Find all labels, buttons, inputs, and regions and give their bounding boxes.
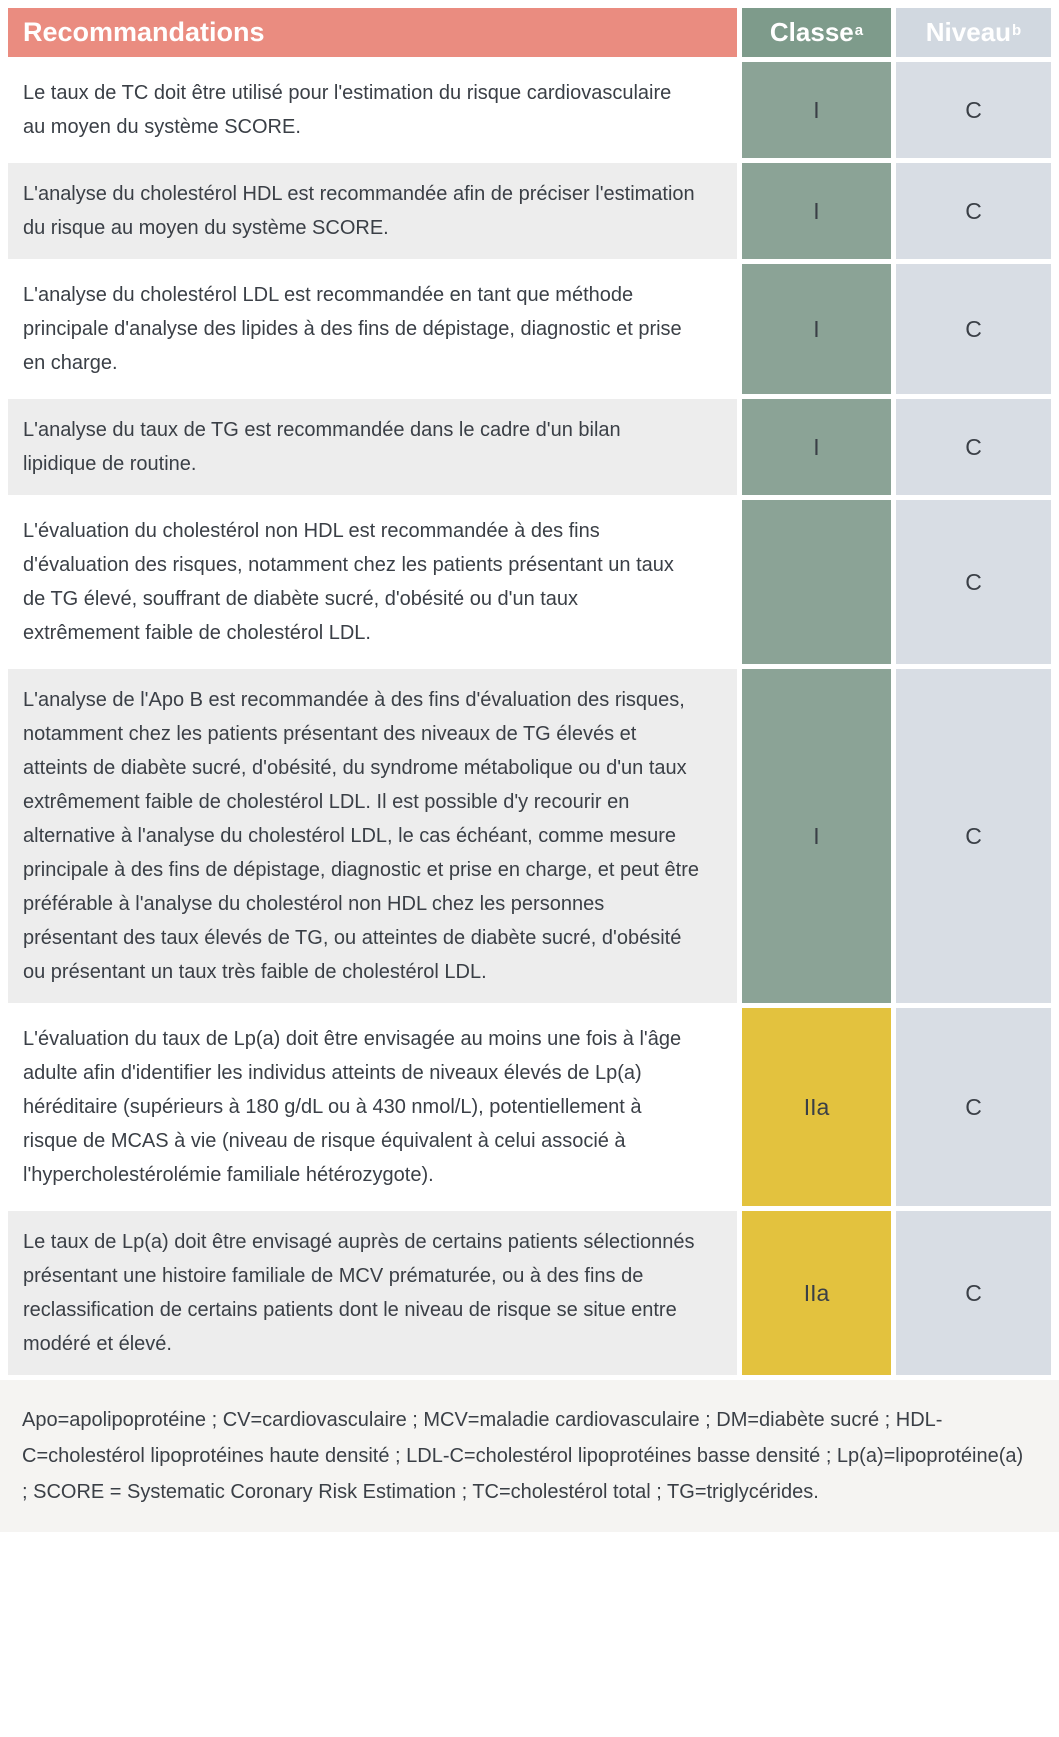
abbreviations-footnote: Apo=apolipoprotéine ; CV=cardiovasculaire ; MCV=maladie cardiovasculaire ; DM=diabète sucré ; HDL-C=cholestérol lipoprotéines haute densité ; LDL-C=cholestérol lipoprotéines basse densité ; Lp(a)=lipoprotéine(a) ; SCORE = Systematic Coronary Risk Estimation ; TC=cholestérol total ; TG=triglycérides. [0, 1380, 1059, 1532]
table-row [8, 500, 1052, 664]
table-header-row [8, 8, 1052, 57]
niveau-value: C [896, 62, 1051, 158]
header-classe-footnote-mark: a [854, 22, 864, 39]
recommendations-table [8, 8, 1052, 1375]
classe-value: I [742, 669, 891, 1003]
recommendation-text: L'évaluation du cholestérol non HDL est recommandée à des fins d'évaluation des risques, notamment chez les patients présentant un taux de TG élevé, souffrant de diabète sucré, d'obésité ou d'un taux extrêmement faible de cholestérol LDL. [8, 500, 737, 664]
header-classe-label: Classe [769, 17, 854, 47]
table-row [8, 1008, 1052, 1206]
classe-value [742, 500, 891, 664]
header-niveau-footnote-mark: b [1012, 22, 1022, 39]
recommendation-text: L'évaluation du taux de Lp(a) doit être envisagée au moins une fois à l'âge adulte afin d'identifier les individus atteints de niveaux élevés de Lp(a) héréditaire (supérieurs à 180 g/dL ou à 430 nmol/L), potentiellement à risque de MCAS à vie (niveau de risque équivalent à celui associé à l'hypercholestérolémie familiale hétérozygote). [8, 1008, 737, 1206]
table-row [8, 399, 1052, 495]
classe-value: IIa [742, 1008, 891, 1206]
table-row [8, 163, 1052, 259]
recommendation-text: L'analyse du cholestérol LDL est recommandée en tant que méthode principale d'analyse des lipides à des fins de dépistage, diagnostic et prise en charge. [8, 264, 737, 394]
recommendation-text: Le taux de Lp(a) doit être envisagé auprès de certains patients sélectionnés présentant une histoire familiale de MCV prématurée, ou à des fins de reclassification de certains patients dont le niveau de risque se situe entre modéré et élevé. [8, 1211, 737, 1375]
recommendation-text: Le taux de TC doit être utilisé pour l'estimation du risque cardiovasculaire au moyen du système SCORE. [8, 62, 737, 158]
niveau-value: C [896, 264, 1051, 394]
header-classe [742, 8, 891, 57]
table-row [8, 62, 1052, 158]
recommendation-text: L'analyse de l'Apo B est recommandée à des fins d'évaluation des risques, notamment chez les patients présentant des niveaux de TG élevés et atteints de diabète sucré, d'obésité, du syndrome métabolique ou d'un taux extrêmement faible de cholestérol LDL. Il est possible d'y recourir en alternative à l'analyse du cholestérol LDL, le cas échéant, comme mesure principale à des fins de dépistage, diagnostic et prise en charge, et peut être préférable à l'analyse du cholestérol non HDL chez les personnes présentant des taux élevés de TG, ou atteintes de diabète sucré, d'obésité ou présentant un taux très faible de cholestérol LDL. [8, 669, 737, 1003]
header-recommendations: Recommandations [8, 8, 737, 57]
bottom-margin [0, 1532, 1059, 1538]
classe-value: I [742, 62, 891, 158]
classe-value: I [742, 399, 891, 495]
header-niveau-label: Niveau [925, 17, 1012, 47]
niveau-value: C [896, 669, 1051, 1003]
niveau-value: C [896, 500, 1051, 664]
classe-value: IIa [742, 1211, 891, 1375]
classe-value: I [742, 264, 891, 394]
classe-value: I [742, 163, 891, 259]
recommendation-text: L'analyse du cholestérol HDL est recommandée afin de préciser l'estimation du risque au moyen du système SCORE. [8, 163, 737, 259]
table-row [8, 264, 1052, 394]
table-row [8, 1211, 1052, 1375]
niveau-value: C [896, 1211, 1051, 1375]
header-niveau [896, 8, 1051, 57]
table-row [8, 669, 1052, 1003]
niveau-value: C [896, 1008, 1051, 1206]
niveau-value: C [896, 163, 1051, 259]
niveau-value: C [896, 399, 1051, 495]
recommendation-text: L'analyse du taux de TG est recommandée dans le cadre d'un bilan lipidique de routine. [8, 399, 737, 495]
